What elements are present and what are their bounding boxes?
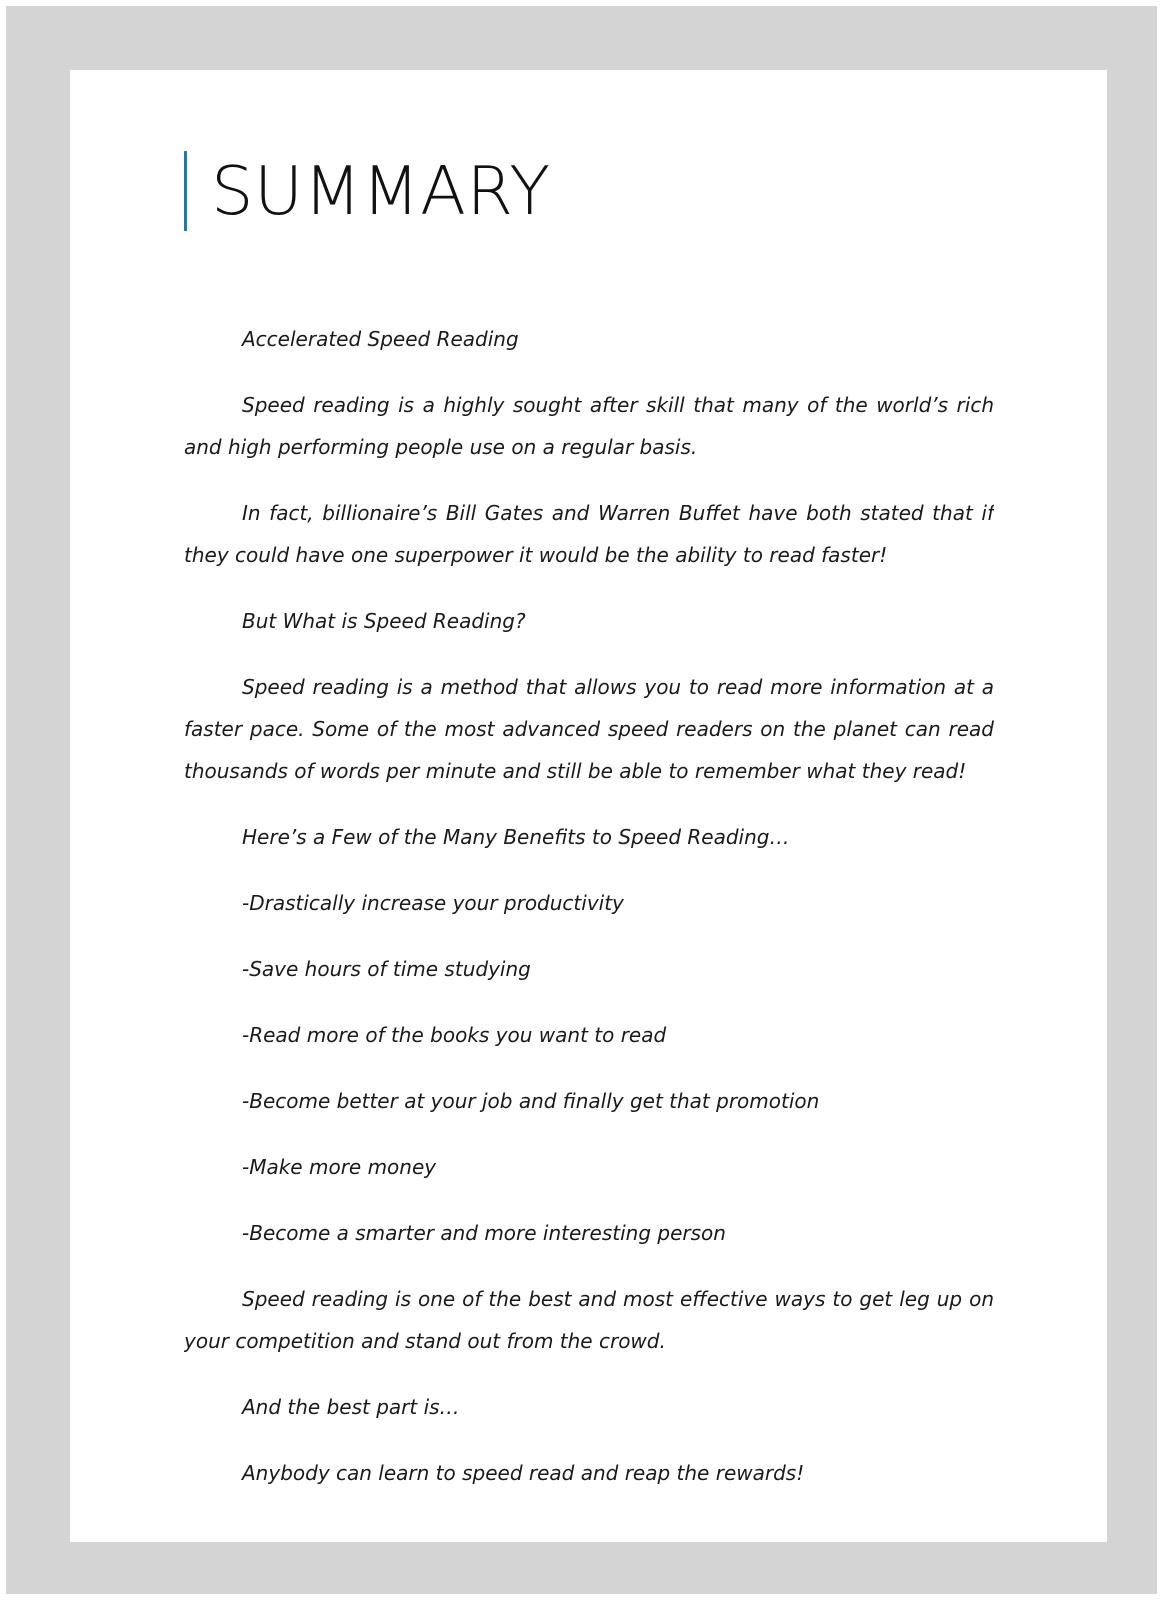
heading-accent-bar (184, 151, 187, 231)
paragraph-subheading: But What is Speed Reading? (242, 609, 526, 633)
benefit-item: -Become a smarter and more interesting person (242, 1221, 726, 1245)
paragraph-title: Accelerated Speed Reading (242, 327, 519, 351)
benefit-item: -Save hours of time studying (242, 957, 531, 981)
benefit-item: -Make more money (242, 1155, 437, 1179)
paragraph-subheading: Here’s a Few of the Many Benefits to Speed Reading… (242, 825, 790, 849)
page-frame (6, 6, 1157, 1594)
heading-block (184, 150, 551, 232)
paragraph: Speed reading is a highly sought after skill that many of the world’s rich and high performing people use on a regular basis. (184, 393, 994, 459)
paragraph: In fact, billionaire’s Bill Gates and Warren Buffet have both stated that if they could have one superpower it would be the ability to read faster! (184, 501, 994, 567)
page-title: SUMMARY (211, 151, 551, 230)
document-page (70, 70, 1107, 1542)
paragraph: And the best part is… (242, 1395, 460, 1419)
benefit-item: -Become better at your job and finally get that promotion (242, 1089, 820, 1113)
paragraph: Speed reading is one of the best and most effective ways to get leg up on your competition and stand out from the crowd. (184, 1287, 994, 1353)
paragraph: Speed reading is a method that allows you to read more information at a faster pace. Some of the most advanced speed readers on the planet can read thousands of words per minute and still be able to remember what they read! (184, 675, 994, 783)
paragraph: Anybody can learn to speed read and reap the rewards! (242, 1461, 805, 1485)
benefit-item: -Drastically increase your productivity (242, 891, 624, 915)
benefit-item: -Read more of the books you want to read (242, 1023, 667, 1047)
document-body (184, 318, 994, 1539)
